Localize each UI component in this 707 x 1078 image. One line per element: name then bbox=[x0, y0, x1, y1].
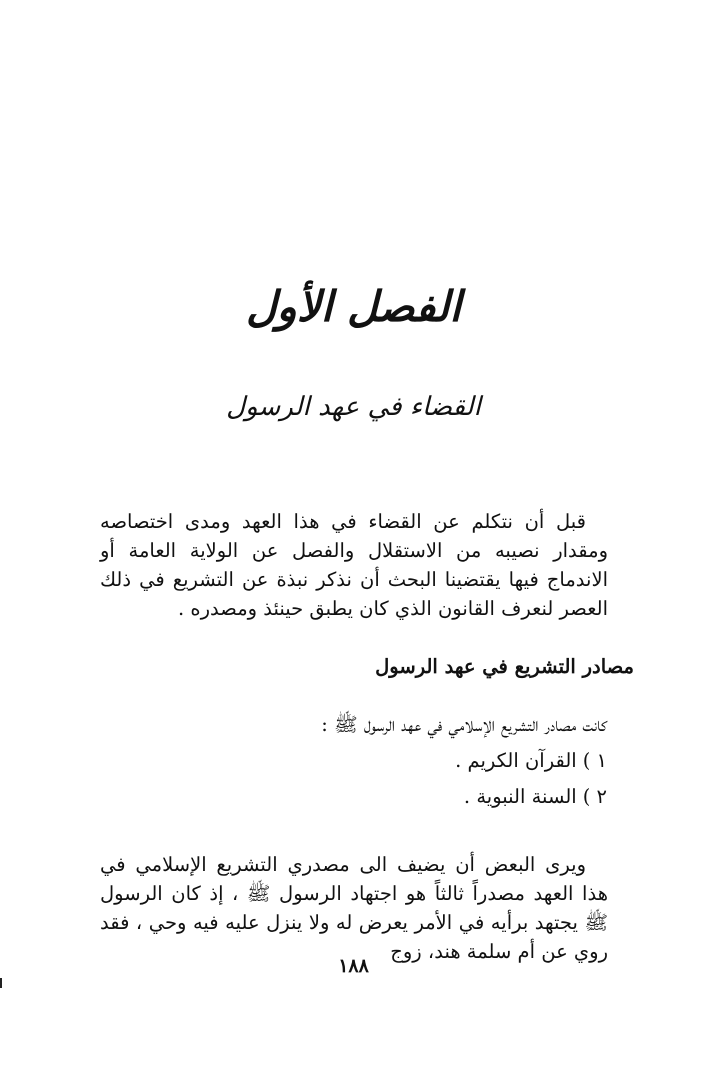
list-item-text: السنة النبوية . bbox=[463, 785, 577, 808]
body-paragraph: ويرى البعض أن يضيف الى مصدري التشريع الإسلامي في هذا العهد مصدراً ثالثاً هو اجتهاد الرسول ﷺ ، إذ كان الرسول ﷺ يجتهد برأيه في الأمر يعرض له ولا ينزل عليه فيه وحي ، فقد روي عن أم سلمة هند، زوج bbox=[100, 852, 608, 963]
section-title: القضاء في عهد الرسول bbox=[226, 392, 481, 422]
list-item-number: ١ ) bbox=[582, 749, 607, 772]
page-number: ١٨٨ bbox=[338, 955, 369, 977]
list-item bbox=[107, 783, 607, 811]
intro-paragraph: قبل أن نتكلم عن القضاء في هذا العهد ومدى اختصاصه ومقدار نصيبه من الاستقلال والفصل عن الولاية العامة أو الاندماج فيها يقتضينا البحث أن نذكر نبذة عن التشريع في ذلك العصر لنعرف القانون الذي كان يطبق حينئذ ومصدره . bbox=[100, 509, 608, 620]
list-item bbox=[107, 747, 607, 775]
scan-edge-mark bbox=[0, 978, 2, 988]
subheading: مصادر التشريع في عهد الرسول bbox=[375, 655, 634, 678]
sources-intro: كانت مصادر التشريع الإسلامي في عهد الرسول ﷺ : bbox=[321, 713, 607, 736]
chapter-title: الفصل الأول bbox=[246, 282, 461, 331]
list-item-number: ٢ ) bbox=[582, 785, 607, 808]
list-item-text: القرآن الكريم . bbox=[455, 749, 577, 772]
